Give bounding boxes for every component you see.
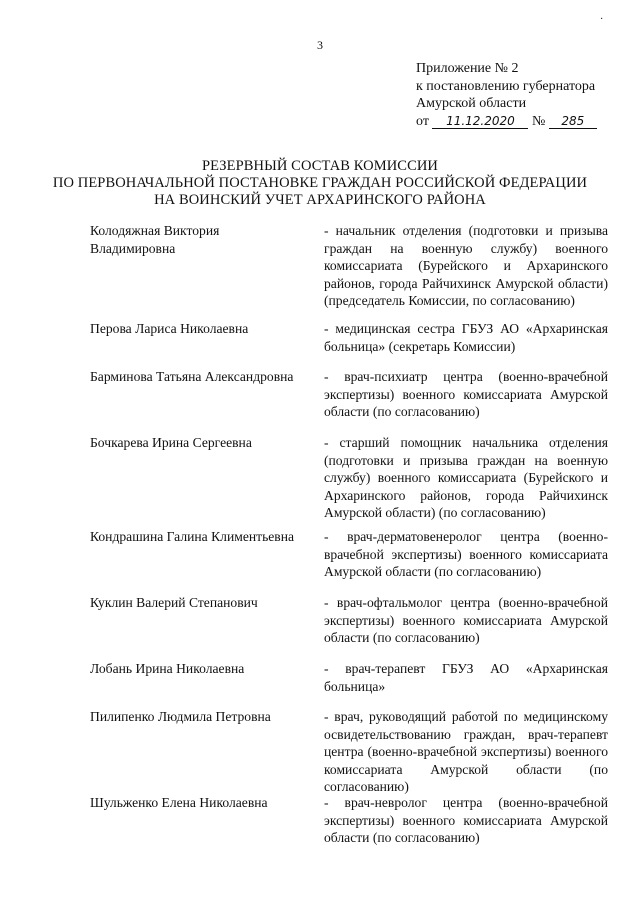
- member-name: Куклин Валерий Степанович: [90, 595, 258, 610]
- appendix-line-2: к постановлению губернатора: [416, 78, 596, 94]
- member-name: Перова Лариса Николаевна: [90, 321, 249, 336]
- number-label: №: [531, 113, 546, 129]
- member-role: - старший помощник начальника отделения (подготовки и призыва граждан на военную службу) военного комиссариата (Бурейского и Архаринского районов, города Райчихинск Амурской области) (по согласованию): [324, 435, 608, 520]
- corner-mark: ·: [600, 14, 604, 25]
- document-title: [0, 158, 640, 209]
- member-name: Бочкарева Ирина Сергеевна: [90, 435, 252, 450]
- appendix-line-1: Приложение № 2: [416, 61, 519, 76]
- member-name: Шульженко Елена Николаевна: [90, 795, 268, 810]
- member-role: - медицинская сестра ГБУЗ АО «Архаринская больница» (секретарь Комиссии): [324, 321, 608, 354]
- member-name: Кондрашина Галина Климентьевна: [90, 529, 295, 544]
- from-label: от: [416, 113, 429, 129]
- member-role: - врач-психиатр центра (военно-врачебной экспертизы) военного комиссариата Амурской области (по согласованию): [324, 369, 608, 419]
- member-role: - врач-офтальмолог центра (военно-врачебной экспертизы) военного комиссариата Амурской области (по согласованию): [324, 595, 608, 645]
- member-name: Пилипенко Людмила Петровна: [90, 709, 271, 724]
- title-line-1: РЕЗЕРВНЫЙ СОСТАВ КОМИССИИ: [202, 158, 438, 174]
- member-role: - врач-невролог центра (военно-врачебной экспертизы) военного комиссариата Амурской области (по согласованию): [324, 795, 608, 845]
- member-name: Колодяжная Виктория Владимировна: [90, 223, 220, 256]
- member-role: - начальник отделения (подготовки и призыва граждан на военную службу) военного комиссариата (Бурейского и Архаринского районов, города Райчихинск Амурской области) (председатель Комиссии, по согласованию): [324, 223, 608, 308]
- handwritten-number: 285: [549, 114, 597, 129]
- member-role: - врач-дерматовенеролог центра (военно-врачебной экспертизы) военного комиссариата Амурской области (по согласованию): [324, 529, 608, 579]
- member-role: - врач-терапевт ГБУЗ АО «Архаринская больница»: [324, 661, 608, 694]
- appendix-date-line: [416, 113, 636, 131]
- title-line-3: НА ВОИНСКИЙ УЧЕТ АРХАРИНСКОГО РАЙОНА: [154, 192, 486, 208]
- member-role: - врач, руководящий работой по медицинскому освидетельствованию граждан, врач-терапевт центра (военно-врачебной экспертизы) военного комиссариата Амурской области (по согласованию): [324, 709, 608, 794]
- page-number: 3: [317, 38, 323, 52]
- member-name: Барминова Татьяна Александровна: [90, 369, 294, 384]
- title-line-2: ПО ПЕРВОНАЧАЛЬНОЙ ПОСТАНОВКЕ ГРАЖДАН РОССИЙСКОЙ ФЕДЕРАЦИИ: [52, 175, 588, 191]
- appendix-line-3: Амурской области: [416, 96, 527, 111]
- member-name: Лобань Ирина Николаевна: [90, 661, 245, 676]
- handwritten-date: 11.12.2020: [432, 114, 528, 129]
- appendix-block: [416, 60, 636, 130]
